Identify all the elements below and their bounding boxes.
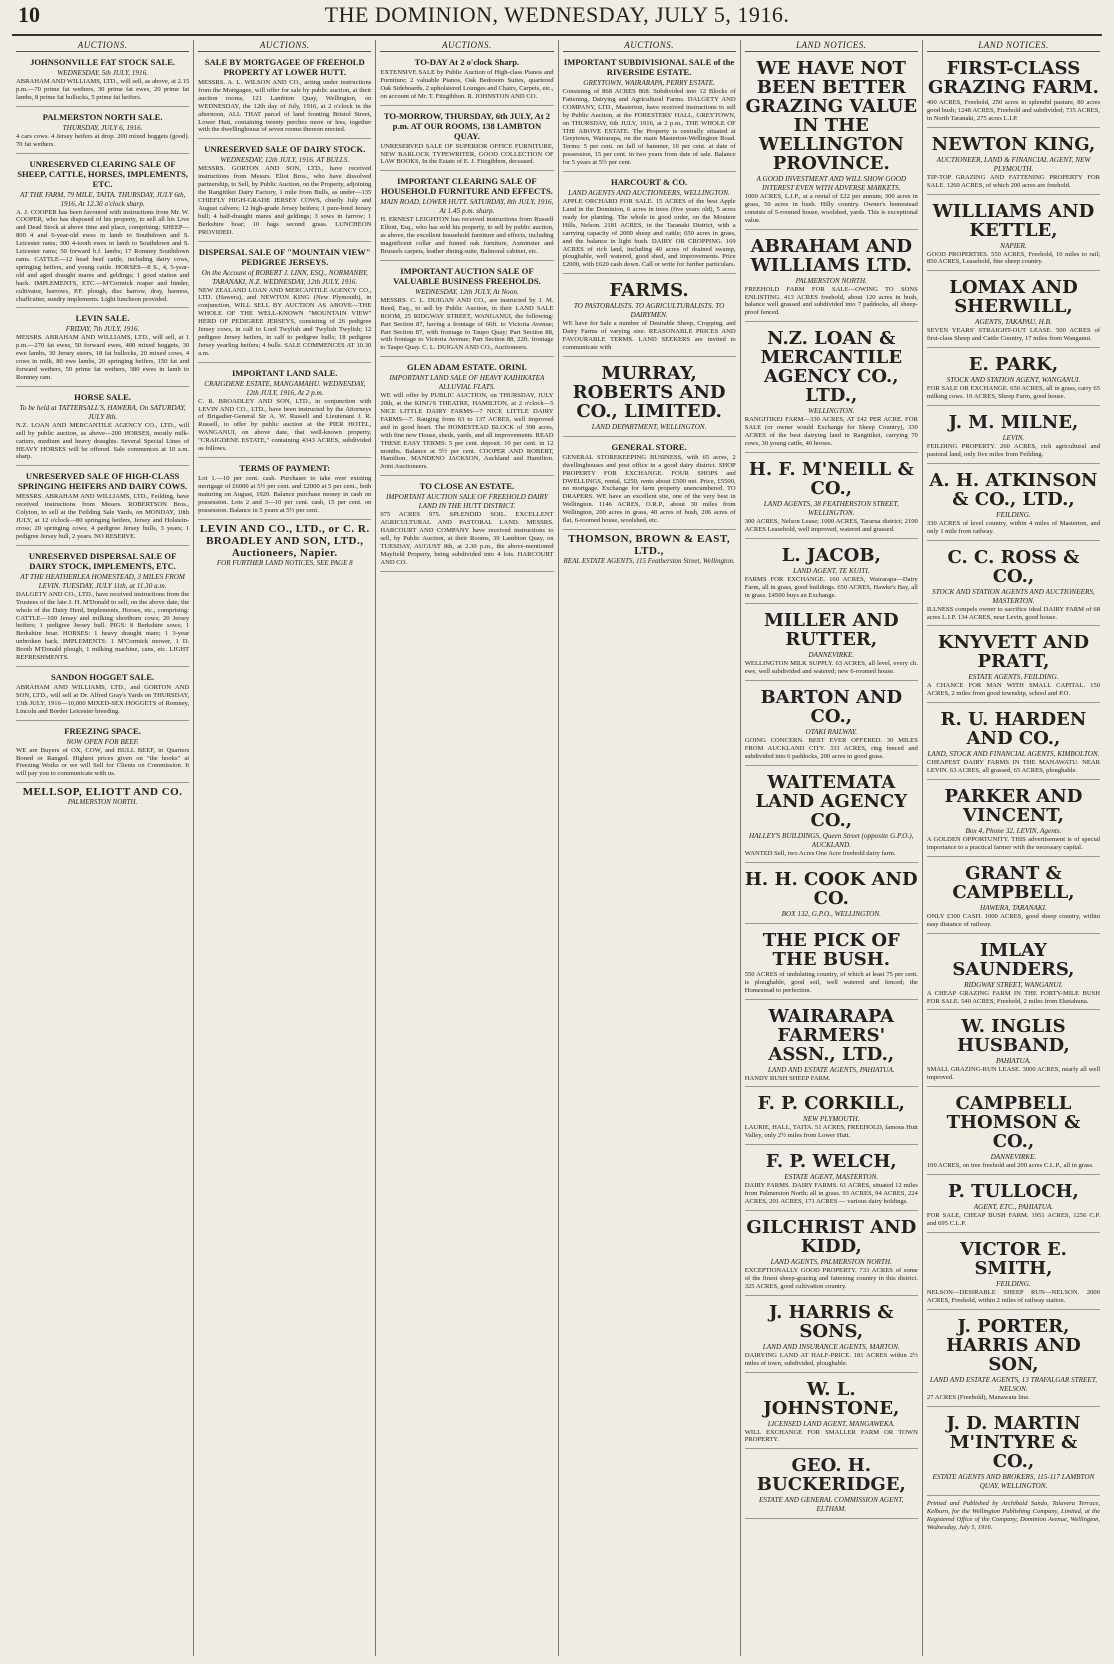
- ad-body: FOR SALE, CHEAP BUSH FARM. 1951 ACRES, 1256 C.P. and 695 C.L.P.: [926, 1212, 1101, 1228]
- ad-body: MESSRS. GORTON AND SON, LTD., have received instructions from Messrs. Eliot Bros., who have dissolved partnership, to Sell, by Public Auction, on the Property, adjoining the Rangitikei Dairy Factory, 1 mile from Bulls, as under—135 CHIEFLY HIGH-GRADE JERSEY COWS, chiefly July and August calvers; 12 high-grade Jersey heifers; 1 pure-bred Jersey bull; 4 half-draught mares and geldings; 3 sows in farrow; 1 Berkshire boar; 10 bags second grass. LUNCHEON PROVIDED.: [198, 165, 372, 236]
- ad-subtitle: On the Account of ROBERT J. LINN, ESQ., NORMANBY, TARANAKI, N.Z. WEDNESDAY, 12th JULY, 1916.: [201, 268, 368, 286]
- ad-title: VICTOR E. SMITH,: [959, 1239, 1067, 1279]
- ad-body: RANGITIKEI FARM—330 ACRES, AT £42 PER ACRE. FOR SALE (or owner would Exchange for Sheep Country), 330 ACRES of the best dairying land in Rangitikei, carrying 70 cows, 30 young cattle, 40 horses.: [744, 416, 918, 447]
- ad-body: TIP-TOP GRAZING AND FATTENING PROPERTY FOR SALE. 1260 ACRES, of which 200 acres are freehold.: [926, 173, 1101, 189]
- ad-title: UNRESERVED SALE OF DAIRY STOCK.: [204, 144, 366, 155]
- ad-subtitle: LEVIN.: [1002, 433, 1025, 442]
- ad-subtitle: ESTATE AND GENERAL COMMISSION AGENT, ELTHAM.: [758, 1496, 904, 1514]
- ad-subtitle: NAPIER.: [1000, 241, 1027, 250]
- advertisement: [745, 1376, 918, 1450]
- ad-title: PARKER AND VINCENT,: [944, 786, 1083, 827]
- column-2: [194, 40, 376, 1656]
- advertisement: [927, 706, 1100, 780]
- advertisement: [927, 1178, 1100, 1233]
- ad-title: MILLER AND RUTTER,: [763, 610, 899, 651]
- ad-body: SMALL GRAZING-RUN LEASE. 3000 ACRES, nearly all well improved.: [926, 1066, 1101, 1082]
- column-footer-place: PALMERSTON NORTH.: [67, 798, 138, 807]
- column-heading: AUCTIONS.: [198, 40, 371, 52]
- ad-body: MESSRS. A. L. WILSON AND CO., acting under instructions from the Mortgagee, will offer for sale by public auction, at their auction rooms, 121 Lambton Quay, Wellington, on WEDNESDAY, the 12th day of July, 1916, at 2 o'clock in the afternoon, ALL THAT parcel of land fronting Bristol Street, Lower Hutt, containing twenty perches more or less, together with the dwellinghouse of seven rooms thereon erected.: [198, 79, 372, 134]
- ad-subtitle: LICENSED LAND AGENT, MANGAWEKA.: [767, 1419, 895, 1428]
- ad-title: H. F. M'NEILL & CO.,: [748, 458, 914, 499]
- ad-title: WAITEMATA LAND AGENCY CO.,: [755, 771, 908, 831]
- ad-body: HANDY BUSH SHEEP FARM.: [744, 1074, 831, 1082]
- ad-subtitle: BOX 132, G.P.O., WELLINGTON.: [781, 909, 881, 918]
- ad-title: FARMS.: [609, 280, 689, 302]
- column-footer-agent: LEVIN AND CO., LTD., or C. R. BROADLEY AND SON, LTD., Auctioneers, Napier.: [199, 522, 370, 559]
- ad-title: F. P. CORKILL,: [757, 1093, 905, 1115]
- advertisement: [745, 325, 918, 453]
- ad-title: IMPORTANT LAND SALE.: [231, 367, 338, 378]
- ad-body: H. ERNEST LEIGHTON has received instructions from Russell Elliott, Esq., who has sold his property, to sell by public auction, as above, the excellent household furniture and effects, including magnificent collar and fumed oak furniture, Axminster and Brussels carpets, leather dining suite, Balmoral cabinet, etc.: [380, 216, 554, 255]
- advertisement: [16, 469, 189, 545]
- ad-body: 330 ACRES of level country, within 4 miles of Masterton, and only 1 mile from railway.: [926, 519, 1101, 535]
- ad-subtitle: AGENT, ETC., PAHIATUA.: [973, 1203, 1054, 1212]
- ad-title: R. U. HARDEN AND CO.,: [940, 709, 1087, 750]
- ad-title: LOMAX AND SHERWILL,: [949, 277, 1078, 318]
- ad-title: H. H. COOK AND CO.: [744, 868, 918, 909]
- advertisement: [198, 366, 371, 458]
- advertisement: [16, 670, 189, 721]
- ad-subtitle: STOCK AND STATION AGENT, WANGANUI.: [946, 376, 1081, 385]
- ad-subtitle: OTAKI RAILWAY.: [805, 728, 858, 737]
- ad-title: F. P. WELCH,: [765, 1151, 897, 1173]
- advertisement: [563, 55, 736, 172]
- ad-body: 4 cars cows. 4 Jersey heifers at drop. 200 mixed hoggets (good). 70 fat wethers.: [16, 132, 190, 148]
- ad-body: FREEHOLD FARM FOR SALE—OWING TO SONS ENLISTING. 413 ACRES freehold, about 120 acres in bush, balance well grassed and subdivided into 7 paddocks, all sheep-proof fenced.: [744, 285, 918, 317]
- advertisement: [745, 55, 918, 230]
- advertisement: [16, 724, 189, 784]
- advertisement: [380, 174, 553, 261]
- ad-title: ABRAHAM AND WILLIAMS LTD.: [750, 235, 912, 276]
- ad-body: WILL EXCHANGE FOR SMALLER FARM OR TOWN PROPERTY.: [744, 1428, 918, 1444]
- ad-title: GRANT & CAMPBELL,: [952, 862, 1075, 903]
- ad-title: UNRESERVED DISPERSAL SALE OF DAIRY STOCK, IMPLEMENTS, ETC.: [28, 550, 177, 571]
- advertisement: [745, 607, 918, 681]
- ad-title: FREEZING SPACE.: [64, 725, 141, 736]
- masthead-rule: [12, 34, 1102, 36]
- ad-title: WAIRARAPA FARMERS' ASSN., LTD.,: [768, 1005, 895, 1065]
- ad-subtitle: CRAIGDENE ESTATE, MANGAMAHU. WEDNESDAY, 12th JULY, 1916, At 2 p.m.: [204, 379, 366, 397]
- ad-body: 300 ACRES, Nelson Lease; 1000 ACRES, Tararua district; 2100 ACRES Leasehold, well improved, watered and grassed.: [744, 517, 918, 533]
- column-heading: AUCTIONS.: [380, 40, 553, 52]
- ad-title: A. H. ATKINSON & CO., LTD.,: [929, 469, 1098, 510]
- column-4: [559, 40, 741, 1656]
- advertisement: [563, 360, 736, 437]
- advertisement: [16, 549, 189, 667]
- ad-subtitle: HAWERA, TARANAKI.: [980, 903, 1047, 912]
- advertisement: [927, 629, 1100, 703]
- advertisement: [745, 1090, 918, 1145]
- column-1: [12, 40, 194, 1656]
- ad-body: CHEAPEST DAIRY FARMS IN THE MANAWATU. NEAR LEVIN. 63 ACRES, all grassed, 65 ACRES, ploughable.: [926, 759, 1101, 775]
- advertisement: [380, 264, 553, 357]
- advertisement: [745, 769, 918, 863]
- ad-body: A GOLDEN OPPORTUNITY. THIS advertisement is of special importance to a practical farmer with the necessary capital.: [926, 836, 1101, 851]
- ad-subtitle: LAND DEPARTMENT, WELLINGTON.: [591, 422, 707, 431]
- ad-title: BARTON AND CO.,: [760, 687, 903, 728]
- advertisement: [927, 467, 1100, 541]
- advertisement: [198, 55, 371, 139]
- ad-subtitle: WEDNESDAY, 12th JULY, 1916. AT BULLS.: [220, 156, 350, 165]
- ad-title: N.Z. LOAN & MERCANTILE AGENCY CO., LTD.,: [760, 328, 903, 407]
- ad-subtitle: AUCTIONEER, LAND & FINANCIAL AGENT, NEW PLYMOUTH.: [936, 155, 1091, 173]
- ad-body: SEVEN YEARS' STRAIGHT-OUT LEASE. 500 ACRES of first-class Sheep and Cattle Country, 17 miles from Wanganui.: [926, 327, 1101, 343]
- column-footer-place: REAL ESTATE AGENTS, 115 Featherston Street, Wellington.: [563, 557, 735, 565]
- ad-title: P. TULLOCH,: [948, 1181, 1079, 1203]
- ad-subtitle: ESTATE AGENTS AND BROKERS, 115-117 LAMBTON QUAY, WELLINGTON.: [932, 1472, 1095, 1490]
- advertisement: [927, 544, 1100, 627]
- ad-title: CAMPBELL THOMSON & CO.,: [946, 1093, 1081, 1153]
- ad-body: ABRAHAM AND WILLIAMS, LTD., will sell, as above, at 2.15 p.m.—70 prime fat wethers, 30 prime fat ewes, 20 prime fat lambs, 8 prime fat bullocks, 5 prime fat heifers.: [16, 78, 190, 101]
- ad-title: J. M. MILNE,: [948, 411, 1079, 433]
- ad-body: A CHEAP GRAZING FARM IN THE FORTY-MILE BUSH FOR SALE. 540 ACRES, Freehold, 2 miles from Eketahuna.: [926, 989, 1101, 1005]
- ad-subtitle: AT THE FARM, 79 MILE, TAITA. THURSDAY, JULY 6th, 1916, At 12.30 o'clock sharp.: [19, 190, 186, 208]
- ad-body: DAIRYING LAND AT HALF-PRICE. 181 ACRES within 2½ miles of town, subdivided, ploughable.: [744, 1351, 918, 1367]
- advertisement: [927, 198, 1100, 272]
- masthead: [0, 0, 1114, 44]
- column-heading: LAND NOTICES.: [927, 40, 1100, 52]
- advertisement: [380, 360, 553, 476]
- ad-title: GLEN ADAM ESTATE. ORINI.: [407, 362, 527, 373]
- ad-title: GEO. H. BUCKERIDGE,: [756, 1455, 906, 1496]
- advertisement: [16, 390, 189, 467]
- ad-body: 400 ACRES, Freehold, 250 acres in splendid pasture, 80 acres good bush; 1248 ACRES, Freehold and subdivided; 735 ACRES, in North Taranaki, 275 acres L.I.P.: [926, 99, 1101, 122]
- ad-subtitle: LAND AGENTS, 38 FEATHERSTON STREET, WELLINGTON.: [763, 499, 899, 517]
- ad-title: THE PICK OF THE BUSH.: [762, 929, 900, 970]
- ad-subtitle: Box 4, Phone 32, LEVIN, Agents.: [965, 827, 1062, 836]
- ad-title: TO CLOSE AN ESTATE.: [419, 481, 515, 492]
- ad-subtitle: WEDNESDAY, 5th JULY, 1916.: [57, 69, 148, 77]
- ad-title: J. HARRIS & SONS,: [769, 1301, 894, 1342]
- ad-subtitle: THURSDAY, JULY 6, 1916.: [62, 123, 143, 132]
- ad-title: C. C. ROSS & CO.,: [947, 546, 1080, 587]
- columns-container: [12, 40, 1104, 1656]
- ad-subtitle: WELLINGTON.: [808, 407, 855, 416]
- ad-body: DAIRY FARMS. DAIRY FARMS. 61 ACRES, situated 12 miles from Palmerston North; all in grass. 93 ACRES, 94 ACRES, 224 ACRES, 201 ACRES, 171 ACRES — various dairy holdings.: [744, 1182, 918, 1206]
- ad-title: UNRESERVED CLEARING SALE OF SHEEP, CATTLE, HORSES, IMPLEMENTS, ETC.: [17, 158, 188, 189]
- ad-body: C. R. BROADLEY AND SON, LTD., in conjunction with LEVIN AND CO., LTD., have been instructed by the Attorneys of Brigadier-General Sir A. W. Russell and Lieutenant J. R. Russell, to offer by public auction at the PIER HOTEL, WANGANUI, on above date, that well-known property, "CRAIGDENE ESTATE," containing 4343 ACRES, subdivided as follows.: [198, 397, 372, 453]
- ad-body: WELLINGTON MILK SUPPLY. 63 ACRES, all level, every ch. ewe, well subdivided and watered; new 6-roomed house.: [744, 660, 918, 676]
- ad-body: WE have for Sale a number of Desirable Sheep, Cropping, and Dairy Farms of varying size. REASONABLE PRICES AND FAVOURABLE TERMS. LAND SEEKERS are invited to communicate with: [562, 320, 736, 351]
- advertisement: [745, 1214, 918, 1296]
- advertisement: [927, 351, 1100, 406]
- ad-title: FIRST-CLASS GRAZING FARM.: [928, 58, 1099, 98]
- advertisement: [927, 409, 1100, 464]
- advertisement: [16, 110, 189, 154]
- advertisement: [380, 55, 553, 106]
- ad-body: FEILDING PROPERTY. 260 ACRES, rich agricultural and pastoral land, only five miles from Feilding.: [926, 442, 1101, 458]
- advertisement: [745, 233, 918, 323]
- ad-body: GOING CONCERN. BEST EVER OFFERED. 30 MILES FROM AUCKLAND CITY. 333 ACRES, ring fenced and subdivided into 6 paddocks, 200 acres in good grass.: [744, 737, 918, 761]
- ad-body: ILLNESS compels owner to sacrifice ideal DAIRY FARM of 68 acres L.I.P. 134 ACRES, near Levin, good house.: [926, 605, 1101, 621]
- advertisement: [745, 1003, 918, 1088]
- ad-subtitle: A GOOD INVESTMENT AND WILL SHOW GOOD INTEREST EVEN WITH ADVERSE MARKETS.: [756, 175, 907, 192]
- advertisement: [198, 461, 371, 520]
- ad-title: IMPORTANT AUCTION SALE OF VALUABLE BUSINESS FREEHOLDS.: [393, 265, 541, 286]
- advertisement: [198, 245, 371, 363]
- ad-body: A CHANCE FOR MAN WITH SMALL CAPITAL. 150 ACRES, 2 miles from good township, school and P.O.: [926, 682, 1101, 698]
- ad-title: JOHNSONVILLE FAT STOCK SALE.: [30, 57, 176, 67]
- ad-title: J. D. MARTIN M'INTYRE & CO.,: [946, 1412, 1081, 1472]
- ad-body: 27 ACRES (Freehold), Manawatu line.: [926, 1393, 1030, 1401]
- ad-body: 1000 ACRES, L.I.P., at a rental of £22 per annum; 300 acres in grass, 50 acres in bush. Hilly country. Owner's homestead consists of 5-roomed house, woolshed, yards. This is exceptional value.: [744, 193, 918, 224]
- ad-body: GOOD PROPERTIES. 550 ACRES, Freehold, 10 miles to rail; 850 ACRES, Leasehold, fine sheep country.: [926, 250, 1101, 266]
- ad-title: LEVIN SALE.: [75, 313, 130, 324]
- ad-body: MESSRS. C. L. DUIGAN AND CO., are instructed by J. M. Reed, Esq., to sell by Public Auction, in their LAND SALE ROOM, 25 RIDGWAY STREET, WANGANUI, the following: Part Section 87, having a frontage of 66ft. to Victoria Avenue; Part Section 87, with frontage to Taupo Quay; Part Section 88, with frontage to Victoria Avenue; Part Section 88, 22ft. frontage to Taupo Quay. C. L. DUIGAN AND CO., Auctioneers.: [380, 296, 554, 352]
- newspaper-title: THE DOMINION, WEDNESDAY, JULY 5, 1916.: [324, 2, 790, 27]
- column-6: [923, 40, 1104, 1656]
- advertisement: [745, 542, 918, 605]
- ad-title: WE HAVE NOT BEEN BETTER GRAZING VALUE IN THE WELLINGTON PROVINCE.: [745, 58, 918, 174]
- ad-subtitle: TO PASTORALISTS. TO AGRICULTURALISTS. TO DAIRYMEN.: [573, 302, 725, 320]
- column-footer-place: FOR FURTHER LAND NOTICES, SEE PAGE 8: [216, 558, 353, 567]
- column-heading: LAND NOTICES.: [745, 40, 918, 52]
- advertisement: [927, 1236, 1100, 1310]
- column-footer-agent: MELLSOP, ELIOTT AND CO.: [22, 786, 183, 799]
- ad-subtitle: DANNEVIRKE.: [808, 651, 855, 660]
- ad-title: MURRAY, ROBERTS AND CO., LIMITED.: [572, 362, 726, 422]
- ad-subtitle: LAND AND ESTATE AGENTS, 13 TRAFALGAR STREET, NELSON.: [929, 1375, 1098, 1393]
- ad-title: J. PORTER, HARRIS AND SON,: [946, 1315, 1081, 1375]
- ad-body: NELSON—DESIRABLE SHEEP RUN—NELSON. 2000 ACRES, Freehold, within 2 miles of railway station.: [926, 1289, 1101, 1304]
- advertisement: [745, 1148, 918, 1211]
- advertisement: [927, 937, 1100, 1011]
- ad-subtitle: WEDNESDAY, 12th JULY, At Noon.: [415, 287, 519, 296]
- advertisement: [563, 440, 736, 530]
- ad-subtitle: LAND AGENTS AND AUCTIONEERS, WELLINGTON.: [568, 189, 730, 198]
- ad-subtitle: LAND AGENTS, PALMERSTON NORTH.: [770, 1258, 892, 1266]
- ad-body: N.Z. LOAN AND MERCANTILE AGENCY CO., LTD., will sell by public auction, as above—200 HORSES, mostly milk-carters, medium and heavy draughts. Several Special Lines of HEAVY HORSES will be offered. Sale commences at 10 a.m. sharp.: [16, 421, 190, 461]
- ad-subtitle: MAIN ROAD, LOWER HUTT. SATURDAY, 8th JULY, 1916, At 1.45 p.m. sharp.: [380, 198, 554, 216]
- ad-title: GILCHRIST AND KIDD,: [746, 1217, 917, 1257]
- advertisement: [927, 783, 1100, 857]
- ad-body: A. J. COOPER has been favoured with instructions from Mr. W. COOPER, who has disposed of his property, to sell all his Live and Dead Stock at above time and place, comprising: SHEEP—800 4 and 6-year-old ewes in lamb to Southdown and S. Leicester rams; 300 4-tooth ewes in lamb to Southdown and S. Leicester rams; 50 forward b.f. lambs; 17 Romney Southdown rams. CATTLE—12 head beef cattle, including dairy cows, springing heifers, and young cattle. HORSES—8 S., 4, 5-year-old and aged draught mares and geldings; 1 good station and hack. IMPLEMENTS, ETC.—M'Cormick reaper and binder, cultivator, harrows, P.F. plough, disc harrow, dray, harness, chaffcutter, sundry implements. Light luncheon provided.: [16, 208, 190, 303]
- ad-body: ONLY £300 CASH. 1000 ACRES, good sheep country, within easy distance of railway.: [926, 912, 1101, 928]
- ad-title: GENERAL STORE.: [611, 441, 687, 452]
- advertisement: [563, 175, 736, 274]
- ad-title: UNRESERVED SALE OF HIGH-CLASS SPRINGING HEIFERS AND DAIRY COWS.: [18, 471, 188, 492]
- ad-title: E. PARK,: [968, 354, 1059, 376]
- ad-subtitle: GREYTOWN, WAIRARAPA, PERRY ESTATE.: [583, 79, 715, 87]
- ad-body: Consisting of 868 ACRES 868. Subdivided into 12 Blocks of Fattening, Dairying and Agricultural Farms. DALGETY AND COMPANY, LTD., Masterton, have received instructions to sell by Public Auction, at the FORESTERS' HALL, GREYTOWN, on THURSDAY, 6th JULY, 1916, at 2 p.m., THE WHOLE OF THE ABOVE ESTATE. The Property is centrally situated at Greytown, Wairarapa, on the main Masterton-Wellington Road. Terms: 5 per cent. on fall of hammer, 10 per cent. at date of possession, 15 per cent. in two years from date of sale. Balance for 5 years at 5½ per cent.: [562, 88, 736, 167]
- ad-title: TO-MORROW, THURSDAY, 6th JULY, At 2 p.m. AT OUR ROOMS, 138 LAMBTON QUAY.: [383, 110, 551, 141]
- ad-subtitle: PAHIATUA.: [995, 1057, 1031, 1066]
- column-heading: AUCTIONS.: [563, 40, 736, 52]
- ad-body: GENERAL STOREKEEPING BUSINESS, with 65 acres, 2 dwellinghouses and post office in a good dairy district. SHOP PROPERTY FOR EXCHANGE. FOUR SHOPS and DWELLINGS, rental, £250, rents about £500 net. Price, £5500, no mortgage. Exchange for farm property unencumbered. TO DRAPERS. WE have an excellent site, one of the very best in Wellington. 1146 ACRES, O.R.P., about 30 miles from Wellington, 200 acres in grass, 40 acres of bush, 206 acres of flat, 6-roomed house, woolshed, etc.: [562, 453, 736, 525]
- column-heading: AUCTIONS.: [16, 40, 189, 52]
- ad-body: NEW ZEALAND LOAN AND MERCANTILE AGENCY CO., LTD. (Hawera), and NEWTON KING (New Plymouth), in conjunction, WILL SELL BY AUCTION AS ABOVE—THE WHOLE OF THE WELL-KNOWN "MOUNTAIN VIEW" HERD OF PEDIGREE JERSEYS, consisting of 26 pedigree Jersey cows, in calf to Lord Twylish and Twylish Twylish; 12 pedigree Jersey heifers, in calf to pedigree bulls; 18 pedigree Jersey yearling heifers; 4 bulls. SALE COMMENCES AT 10.30 a.m.: [198, 286, 372, 357]
- advertisement: [745, 456, 918, 539]
- ad-subtitle: LAND AND INSURANCE AGENTS, MARTON.: [762, 1342, 900, 1351]
- ad-subtitle: DANNEVIRKE.: [990, 1153, 1037, 1162]
- ad-title: IMPORTANT SUBDIVISIONAL SALE of the RIVERSIDE ESTATE.: [563, 57, 735, 77]
- advertisement: [745, 1452, 918, 1519]
- ad-subtitle: To be held at TATTERSALL'S, HAWERA, On SATURDAY, JULY 8th.: [19, 403, 186, 421]
- ad-subtitle: IMPORTANT AUCTION SALE OF FREEHOLD DAIRY LAND IN THE HUTT DISTRICT.: [386, 493, 548, 511]
- ad-subtitle: LAND AND ESTATE AGENTS, PAHIATUA.: [767, 1065, 895, 1074]
- ad-subtitle: FEILDING.: [996, 510, 1031, 519]
- ad-subtitle: STOCK AND STATION AGENTS AND AUCTIONEERS, MASTERTON.: [932, 587, 1095, 605]
- ad-subtitle: PALMERSTON NORTH.: [795, 276, 867, 285]
- advertisement: [927, 274, 1100, 348]
- column-5: [741, 40, 923, 1656]
- advertisement: [927, 1013, 1100, 1087]
- advertisement: [380, 109, 553, 172]
- ad-body: FARMS FOR EXCHANGE. 160 ACRES, Wairarapa—Dairy Farm, all in grass, good buildings. 650 ACRES, Hawke's Bay, all in grass. £4500 buys an Exchange.: [744, 575, 918, 599]
- advertisement: [927, 55, 1100, 128]
- ad-body: Lot 1.—10 per cent. cash. Purchaser to take over existing mortgage of £6000 at 5½ per cent. and £2000 at 5 per cent., both maturing on August, 1920. Balance purchase money in cash on possession. Lots 2 and 3—10 per cent. cash, 15 per cent. on possession. Balance in 5 years at 5½ per cent.: [198, 475, 372, 514]
- ad-body: MESSRS. ABRAHAM AND WILLIAMS, LTD., will sell, at 1 p.m.—270 fat ewes, 50 forward ewes, 400 mixed hoggets, 30 ewe lambs, 30 Jersey steers, 18 fat bullocks, 20 mixed cows, 4 cows in milk, 80 ewe lambs, 20 springing heifers, 150 fat and forward wethers, 50 prime fat wethers, 380 ewes in lamb to Romney ram.: [16, 334, 190, 381]
- advertisement: [563, 277, 736, 357]
- ad-subtitle: NEW PLYMOUTH.: [802, 1115, 860, 1124]
- advertisement: [927, 131, 1100, 195]
- ad-title: WILLIAMS AND KETTLE,: [932, 200, 1095, 241]
- ad-subtitle: ESTATE AGENT, MASTERTON.: [784, 1173, 879, 1182]
- ad-body: EXCEPTIONALLY GOOD PROPERTY. 733 ACRES of some of the finest sheep-grazing and fattening country in this district. 325 ACRES, good cultivation country.: [744, 1267, 918, 1290]
- advertisement: [16, 55, 189, 107]
- column-3: [376, 40, 558, 1656]
- advertisement: [745, 927, 918, 1000]
- ad-subtitle: HALLEY'S BUILDINGS, Queen Street (opposite G.P.O.), AUCKLAND.: [749, 831, 914, 849]
- ad-body: MESSRS. ABRAHAM AND WILLIAMS, LTD., Feilding, have received instructions from Messrs. ROBERTSON Bros., Colyton, to sell at the Feilding Sale Yards, on MONDAY, 10th JULY, at 12 o'clock—80 springing heifers, Jersey and Holstein-cross; 20 springing cows; 4 pedigree Jersey bulls, 3 years; 1 pedigree Jersey bull, 2 years. NO RESERVE.: [16, 493, 190, 540]
- colophon: Printed and Published by Archibald Sando, Talavera Terrace, Kelburn, for the Wellington Publishing Company, Limited, at the Registered Office of the Company, Dominion Avenue, Wellington, Wednesday, July 5, 1916.: [926, 1499, 1101, 1531]
- ad-body: ABRAHAM AND WILLIAMS, LTD., and GORTON AND SON, LTD., will sell at Dr. Alfred Gray's Yards on THURSDAY, 13th JULY, 1916—10,000 MIXED-SEX HOGGETS of Romney, Lincoln and Border Leicester breeding.: [16, 683, 190, 715]
- ad-subtitle: FEILDING.: [996, 1280, 1031, 1288]
- ad-subtitle: FRIDAY, 7th JULY, 1916.: [65, 325, 140, 334]
- ad-body: 975 ACRES 975. SPLENDID SOIL. EXCELLENT AGRICULTURAL AND PASTORAL LAND. MESSRS. HARCOURT AND COMPANY have received instructions to sell, by Public Auction, at their Rooms, 39 Lambton Quay, on TUESDAY, AUGUST 8th, at 2.30 p.m., the above-mentioned Mayfield Property, being subdivided into 4 lots. HARCOURT AND CO.: [380, 511, 554, 566]
- advertisement: [380, 479, 553, 571]
- advertisement: [927, 1090, 1100, 1175]
- advertisement: [927, 860, 1100, 934]
- advertisement: [745, 866, 918, 924]
- advertisement: [16, 311, 189, 386]
- ad-title: TO-DAY At 2 o'clock Sharp.: [414, 57, 520, 67]
- ad-title: W. L. JOHNSTONE,: [763, 1378, 900, 1419]
- ad-subtitle: AT THE HEATHERLEA HOMESTEAD, 3 MILES FROM LEVIN. TUESDAY, JULY 11th, at 11.30 a.m.: [20, 572, 185, 590]
- ad-title: W. INGLIS HUSBAND,: [957, 1016, 1070, 1057]
- ad-title: PALMERSTON NORTH SALE.: [42, 111, 163, 122]
- advertisement: [198, 142, 371, 241]
- ad-title: DISPERSAL SALE OF "MOUNTAIN VIEW" PEDIGREE JERSEYS.: [198, 246, 371, 267]
- advertisement: [927, 1313, 1100, 1407]
- ad-title: HORSE SALE.: [74, 391, 131, 402]
- ad-subtitle: AGENTS, TAKAPAU, H.B.: [975, 318, 1052, 327]
- advertisement: [16, 157, 189, 309]
- ad-subtitle: RIDGWAY STREET, WANGANUI.: [964, 980, 1063, 989]
- ad-body: WE will offer by PUBLIC AUCTION, on THURSDAY, JULY 20th, at the KING'S THEATRE, HAMILTON, at 2 o'clock—5 NICE LITTLE DAIRY FARMS—7 NICE LITTLE DAIRY FARMS—7. Ranging from 63 to 137 ACRES, well improved and in good heart. The HOMESTEAD BLOCK of 398 acres, with fine new House, sheds, yards, and all improvements. READ THESE EASY TERMS: 5 per cent. deposit. 10 per cent. in 12 months. Balance at 5½ per cent. COOPER AND ROBERT, Hamilton. MANDENO JACKSON, Auckland and Hamilton. Joint Auctioneers.: [380, 392, 554, 471]
- ad-title: IMLAY SAUNDERS,: [952, 939, 1075, 980]
- ad-title: L. JACOB,: [781, 544, 881, 566]
- advertisement: [745, 1299, 918, 1373]
- ad-body: FOR SALE OR EXCHANGE. 650 ACRES, all in grass, carry 65 milking cows. 10 ACRES, Sheep Farm, good house.: [926, 385, 1101, 401]
- ad-subtitle: ESTATE AGENTS, FEILDING.: [968, 673, 1059, 682]
- ad-body: DALGETY AND CO., LTD., have received instructions from the Trustees of the late J. H. M'Donald to sell, on the above date, the whole of the Dairy Herd, Implements, Horses, etc., comprising: CATTLE—100 Jersey and milking shorthorn cows; 20 Jersey heifers; 1 pedigree Jersey bull. PIGS: 8 Berkshire sows; 1 Berkshire boar. HORSES: 1 heavy draught mare; 1 3-year unbroken hack. IMPLEMENTS: 1 M'Cormick mower, 1 D. Booth M'Donald plough, 1 milking machine, cans, etc. LIGHT REFRESHMENTS.: [16, 590, 190, 662]
- ad-title: TERMS OF PAYMENT:: [239, 463, 331, 473]
- ad-body: 100 ACRES, on tree freehold and 200 acres C.L.P., all in grass.: [926, 1162, 1094, 1170]
- ad-title: SANDON HOGGET SALE.: [50, 671, 155, 682]
- ad-title: IMPORTANT CLEARING SALE OF HOUSEHOLD FURNITURE AND EFFECTS.: [380, 176, 553, 197]
- ad-title: NEWTON KING,: [931, 133, 1096, 155]
- ad-body: 550 ACRES of undulating country, of which at least 75 per cent. is ploughable, good soil, well watered and fenced; the Homestead to perfection.: [744, 970, 918, 994]
- ad-body: APPLE ORCHARD FOR SALE. 15 ACRES of the best Apple Land in the Dominion, 6 acres in trees (five years old), 5 acres ready for planting. The whole in good order, on the Moutere Hills, Nelson. 2181 ACRES, in the Taranaki District, with a carrying capacity of 2000 sheep and cattle; 650 acres in grass, and the balance in light bush. DAIRY OR CROPPING. 169 ACRES of rich land, including 40 acres of drained swamp, ploughable, well watered, good shed, and improvements. Price £2000, with £620 cash down. Call or write for further particulars.: [562, 198, 736, 269]
- ad-body: WANTED Sell, two Acres One Acre freehold dairy farm.: [744, 849, 896, 857]
- ad-subtitle: LAND, STOCK AND FINANCIAL AGENTS, KIMBOLTON.: [927, 750, 1100, 759]
- advertisement: [745, 684, 918, 766]
- ad-title: HARCOURT & CO.: [611, 177, 688, 188]
- ad-subtitle: IMPORTANT LAND SALE OF HEAVY KAIHIKATEA ALLUVIAL FLATS.: [389, 374, 545, 392]
- ad-body: WE are Buyers of OX, COW, and BULL BEEF, in Quarters Boned or Ranged. Highest prices given on "the hooks" at Freezing Works or we will Sell for Clients on Commission. It will pay you to communicate with us.: [16, 746, 190, 778]
- page-number: 10: [18, 2, 40, 27]
- column-footer-agent: THOMSON, BROWN & EAST, LTD.,: [568, 533, 731, 557]
- ad-subtitle: LAND AGENT, TE KUITI.: [792, 566, 870, 575]
- ad-body: UNRESERVED SALE OF SUPERIOR OFFICE FURNITURE, NEW BARLOCK TYPEWRITER, GOOD COLLECTION OF LAW BOOKS, In the Estate of E. J. Fitzgibbon, deceased.: [380, 142, 554, 166]
- ad-title: KNYVETT AND PRATT,: [937, 632, 1089, 673]
- advertisement: [927, 1410, 1100, 1496]
- ad-subtitle: NOW OPEN FOR BEEF.: [66, 737, 139, 746]
- ad-body: EXTENSIVE SALE by Public Auction of High-class Pianos and Furniture; 2 valuable Pianos, Oak Bedroom Suites, quartered Oak Sideboards, 2 upholstered Lounges and Chairs, Carpets, etc., on account of Mr. T. Fitzgibbon. R. JOHNSTON AND CO.: [380, 69, 554, 100]
- ad-title: SALE BY MORTGAGEE OF FREEHOLD PROPERTY AT LOWER HUTT.: [204, 57, 365, 77]
- ad-body: LAURIE, HALL, TAITA. 51 ACRES, FREEHOLD, famous Hutt Valley, only 2½ miles from Lower Hutt.: [744, 1124, 918, 1140]
